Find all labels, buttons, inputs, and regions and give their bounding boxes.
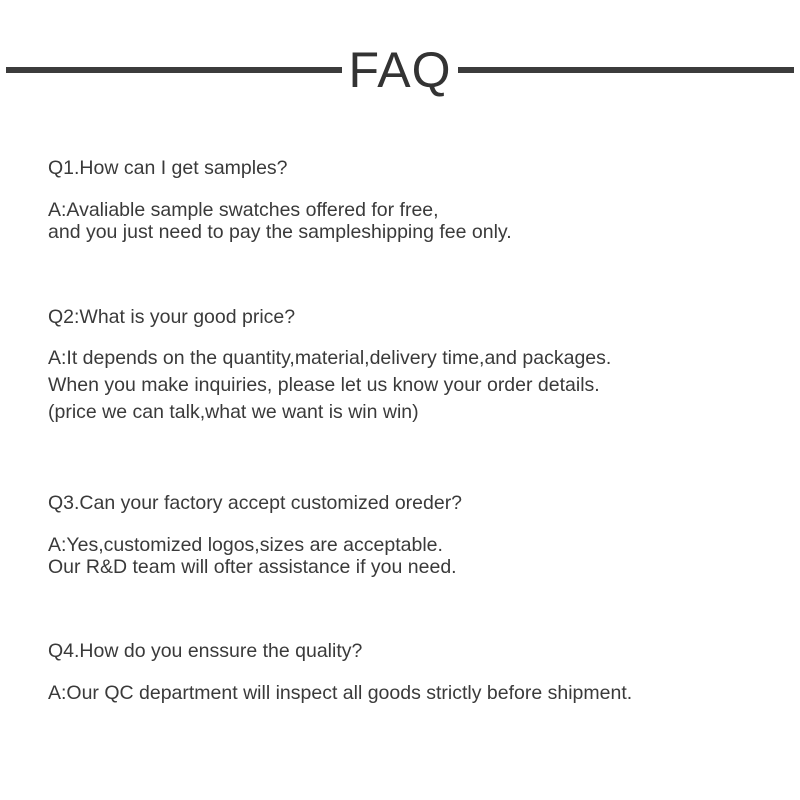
faq-answer-3-line-1: A:Yes,customized logos,sizes are acceptable. xyxy=(48,534,443,556)
faq-question-3: Q3.Can your factory accept customized oreder? xyxy=(48,492,463,514)
faq-question-1: Q1.How can I get samples? xyxy=(48,157,288,179)
faq-answer-4 xyxy=(48,682,768,704)
faq-answer-1 xyxy=(48,199,768,243)
faq-question-2: Q2:What is your good price? xyxy=(48,306,296,328)
faq-item-4 xyxy=(48,639,768,704)
faq-answer-1-line-2: and you just need to pay the sampleshipping fee only. xyxy=(48,221,512,243)
faq-item-2 xyxy=(48,305,768,426)
faq-answer-2-line-3: (price we can talk,what we want is win win) xyxy=(48,401,419,423)
page-title: FAQ xyxy=(348,42,452,98)
faq-answer-2-line-2: When you make inquiries, please let us know your order details. xyxy=(48,374,600,396)
faq-answer-3 xyxy=(48,534,768,578)
faq-item-3 xyxy=(48,491,768,578)
faq-answer-2-line-1: A:It depends on the quantity,material,delivery time,and packages. xyxy=(48,347,612,369)
faq-item-1 xyxy=(48,156,768,243)
faq-question-4: Q4.How do you enssure the quality? xyxy=(48,640,363,662)
faq-answer-4-line-1: A:Our QC department will inspect all goods strictly before shipment. xyxy=(48,682,633,704)
header-rule-left xyxy=(6,67,342,73)
header-rule-right xyxy=(458,67,794,73)
faq-answer-1-line-1: A:Avaliable sample swatches offered for free, xyxy=(48,199,439,221)
faq-header xyxy=(0,40,800,100)
faq-answer-2 xyxy=(48,345,768,426)
faq-answer-3-line-2: Our R&D team will ofter assistance if you need. xyxy=(48,556,457,578)
